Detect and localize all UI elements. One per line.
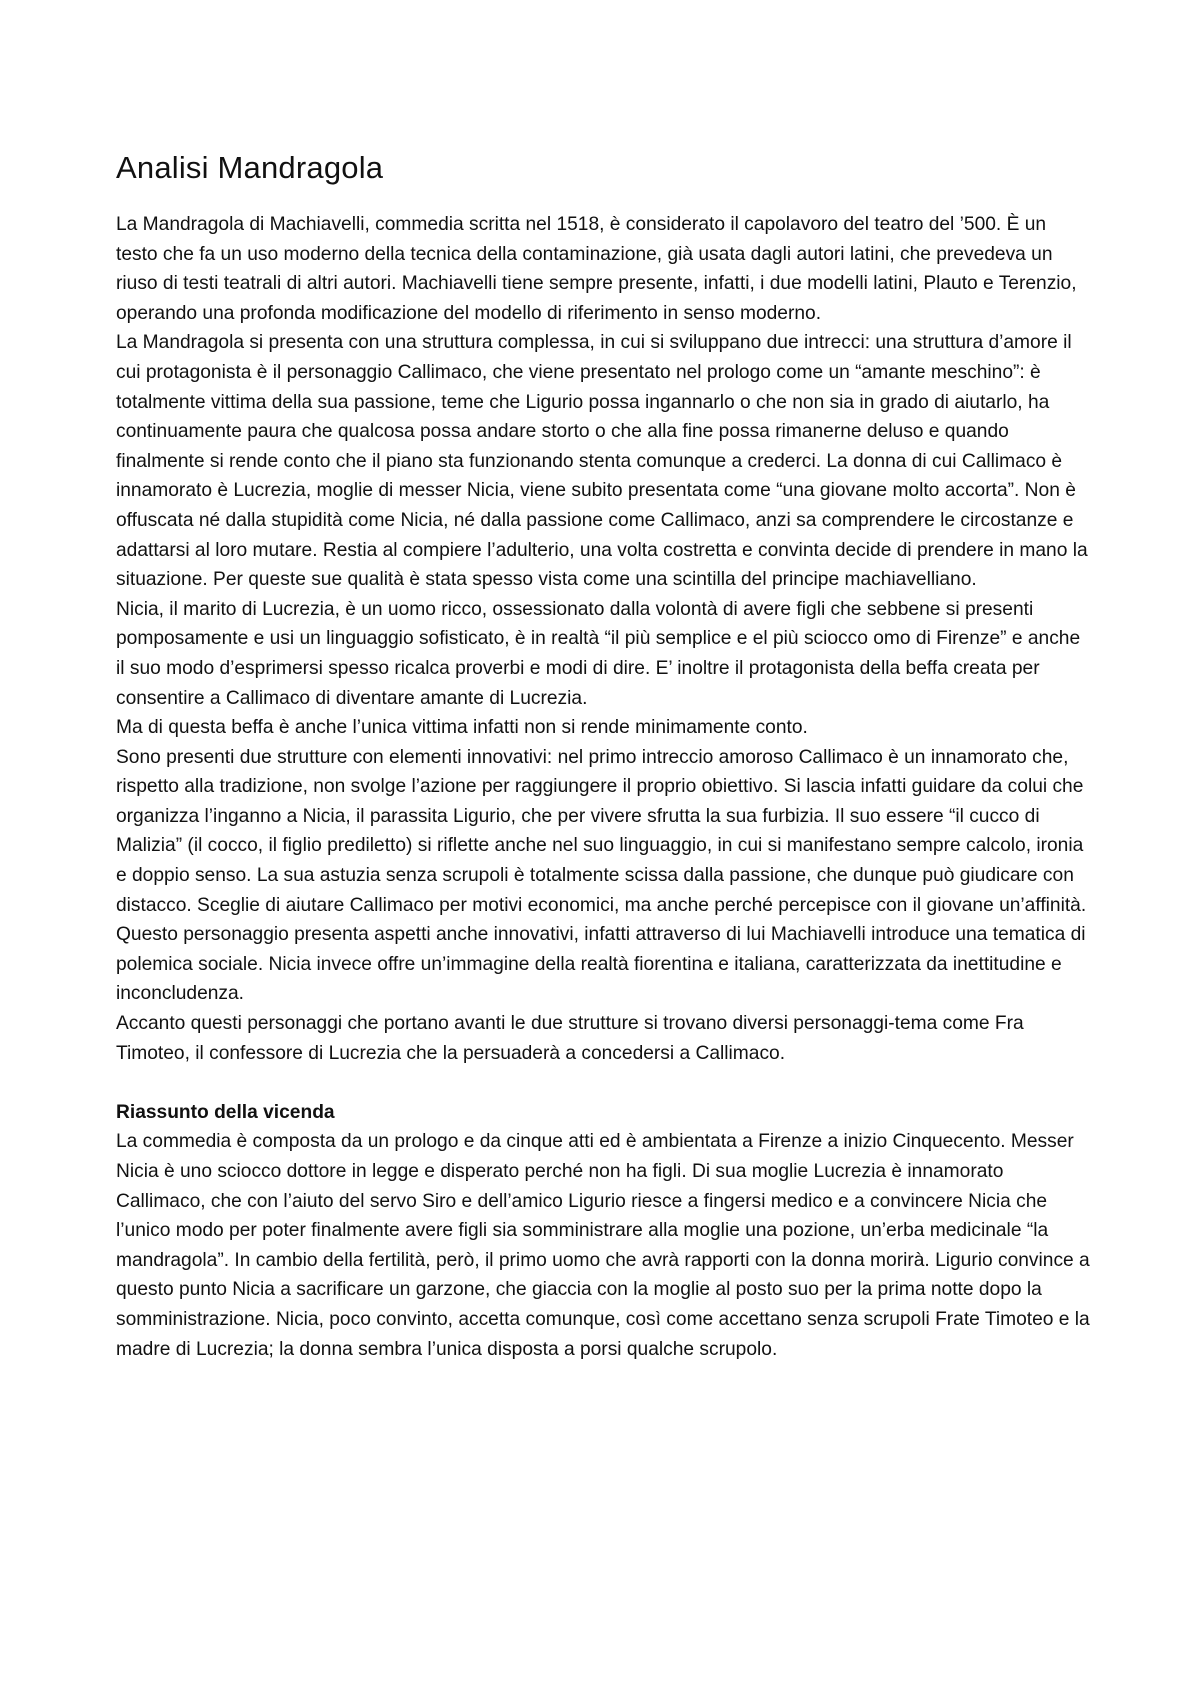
paragraph-structure: La Mandragola si presenta con una struttura complessa, in cui si sviluppano due intrecci: una struttura d’amore il cui protagonista è il personaggio Callimaco, che viene presentato nel prologo come un “amante meschino”: è totalmente vittima della sua passione, teme che Ligurio possa ingannarlo o che non sia in grado di aiutarlo, ha continuamente paura che qualcosa possa andare storto o che alla fine possa rimanerne deluso e quando finalmente si rende conto che il piano sta funzionando stenta comunque a crederci. La donna di cui Callimaco è innamorato è Lucrezia, moglie di messer Nicia, viene subito presentata come “una giovane molto accorta”. Non è offuscata né dalla stupidità come Nicia, né dalla passione come Callimaco, anzi sa comprendere le circostanze e adattarsi al loro mutare. Restia al compiere l’adulterio, una volta costretta e convinta decide di prendere in mano la situazione. Per queste sue qualità è stata spesso vista come una scintilla del principe machiavelliano.: [116, 332, 1088, 591]
section-summary: [116, 1098, 1090, 1364]
paragraph-intro: La Mandragola di Machiavelli, commedia scritta nel 1518, è considerato il capolavoro del teatro del ’500. È un testo che fa un uso moderno della tecnica della contaminazione, già usata dagli autori latini, che prevedeva un riuso di testi teatrali di altri autori. Machiavelli tiene sempre presente, infatti, i due modelli latini, Plauto e Terenzio, operando una profonda modificazione del modello di riferimento in senso moderno.: [116, 214, 1077, 324]
section-spacer: [116, 1068, 1090, 1098]
document-title: Analisi Mandragola: [116, 150, 384, 185]
document-body: [116, 210, 1090, 1068]
paragraph-characters: Accanto questi personaggi che portano avanti le due strutture si trovano diversi personaggi-tema come Fra Timoteo, il confessore di Lucrezia che la persuaderà a concedersi a Callimaco.: [116, 1013, 1024, 1064]
paragraph-innovations: Sono presenti due strutture con elementi innovativi: nel primo intreccio amoroso Callimaco è un innamorato che, rispetto alla tradizione, non svolge l’azione per raggiungere il proprio obiettivo. Si lascia infatti guidare da colui che organizza l’inganno a Nicia, il parassita Ligurio, che per vivere sfrutta la sua furbizia. Il suo essere “il cucco di Malizia” (il cocco, il figlio prediletto) si riflette anche nel suo linguaggio, in cui si manifestano sempre calcolo, ironia e doppio senso. La sua astuzia senza scrupoli è totalmente scissa dalla passione, che dunque può giudicare con distacco. Sceglie di aiutare Callimaco per motivi economici, ma anche perché percepisce con il giovane un’affinità. Questo personaggio presenta aspetti anche innovativi, infatti attraverso di lui Machiavelli introduce una tematica di polemica sociale. Nicia invece offre un’immagine della realtà fiorentina e italiana, caratterizzata da inettitudine e inconcludenza.: [116, 746, 1087, 1005]
paragraph-beffa: Ma di questa beffa è anche l’unica vittima infatti non si rende minimamente conto.: [116, 717, 808, 739]
paragraph-summary: La commedia è composta da un prologo e da cinque atti ed è ambientata a Firenze a inizio Cinquecento. Messer Nicia è uno sciocco dottore in legge e disperato perché non ha figli. Di sua moglie Lucrezia è innamorato Callimaco, che con l’aiuto del servo Siro e dell’amico Ligurio riesce a fingersi medico e a convincere Nicia che l’unico modo per poter finalmente avere figli sia somministrare alla moglie una pozione, un’erba medicinale “la mandragola”. In cambio della fertilità, però, il primo uomo che avrà rapporti con la donna morirà. Ligurio convince a questo punto Nicia a sacrificare un garzone, che giaccia con la moglie al posto suo per la prima notte dopo la somministrazione. Nicia, poco convinto, accetta comunque, così come accettano senza scrupoli Frate Timoteo e la madre di Lucrezia; la donna sembra l’unica disposta a porsi qualche scrupolo.: [116, 1131, 1090, 1360]
paragraph-nicia: Nicia, il marito di Lucrezia, è un uomo ricco, ossessionato dalla volontà di avere figli che sebbene si presenti pomposamente e usi un linguaggio sofisticato, è in realtà “il più semplice e el più sciocco omo di Firenze” e anche il suo modo d’esprimersi spesso ricalca proverbi e modi di dire. E’ inoltre il protagonista della beffa creata per consentire a Callimaco di diventare amante di Lucrezia.: [116, 598, 1081, 709]
section-heading: Riassunto della vicenda: [116, 1101, 335, 1123]
